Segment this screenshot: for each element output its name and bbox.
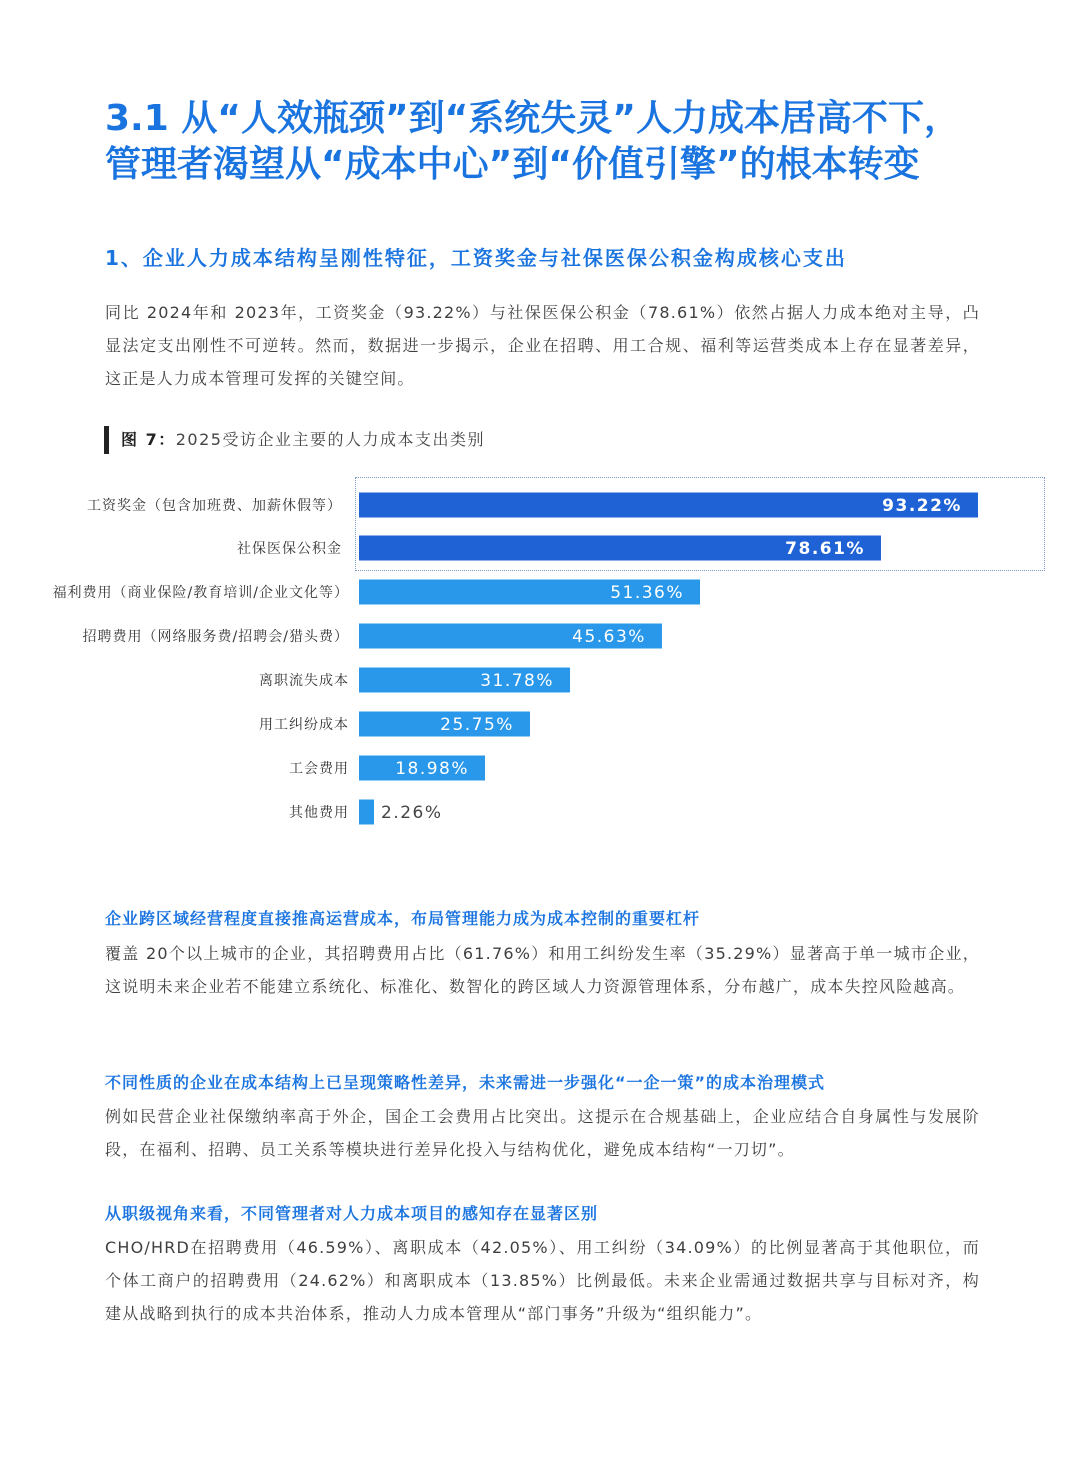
category-label: 工资奖金（包含加班费、加薪休假等） [87,498,342,514]
cross-region-paragraph: 覆盖 20个以上城市的企业，其招聘费用占比（61.76%）和用工纠纷发生率（35.29%）显著高于单一城市企业，这说明未来企业若不能建立系统化、标准化、数智化的跨区域人力资源管理体系，分布越广，成本失控风险越高。 [105,944,980,996]
data-label: 18.98% [395,759,470,779]
figure-caption [104,426,485,454]
data-label: 45.63% [572,627,646,647]
data-label: 93.22% [882,496,962,516]
data-label: 2.26% [381,803,443,823]
category-label: 用工纠纷成本 [259,717,349,733]
category-label: 福利费用（商业保险/教育培训/企业文化等） [52,585,349,601]
main-title: 3.1 从“人效瓶颈”到“系统失灵”人力成本居高不下，管理者渴望从“成本中心”到“价值引擎”的根本转变 [105,98,960,185]
sub-heading-enterprise-type: 不同性质的企业在成本结构上已呈现策略性差异，未来需进一步强化“一企一策”的成本治理模式 [105,1073,826,1092]
data-label: 78.61% [785,539,865,559]
figure-caption-lead: 图 7： [121,430,176,449]
category-label: 其他费用 [289,805,349,821]
data-label: 31.78% [480,671,555,691]
category-label: 社保医保公积金 [237,541,342,557]
job-level-paragraph: CHO/HRD在招聘费用（46.59%）、离职成本（42.05%）、用工纠纷（34.09%）的比例显著高于其他职位，而个体工商户的招聘费用（24.62%）和离职成本（13.85%）比例最低。未来企业需通过数据共享与目标对齐，构建从战略到执行的成本共治体系，推动人力成本管理从“部门事务”升级为“组织能力”。 [105,1238,980,1323]
expense-bar-chart [0,470,1080,840]
enterprise-type-paragraph: 例如民营企业社保缴纳率高于外企，国企工会费用占比突出。这提示在合规基础上，企业应结合自身属性与发展阶段，在福利、招聘、员工关系等模块进行差异化投入与结构优化，避免成本结构“一刀切”。 [105,1107,980,1159]
bar [359,800,374,825]
sub-heading-cross-region: 企业跨区域经营程度直接推高运营成本，布局管理能力成为成本控制的重要杠杆 [105,909,701,928]
data-label: 51.36% [610,583,685,603]
sub-heading-job-level: 从职级视角来看，不同管理者对人力成本项目的感知存在显著区别 [105,1204,599,1223]
figure-caption-text: 2025受访企业主要的人力成本支出类别 [175,430,485,449]
intro-paragraph: 同比 2024年和 2023年，工资奖金（93.22%）与社保医保公积金（78.61%）依然占据人力成本绝对主导，凸显法定支出刚性不可逆转。然而，数据进一步揭示，企业在招聘、用工合规、福利等运营类成本上存在显著差异，这正是人力成本管理可发挥的关键空间。 [105,303,980,388]
category-label: 招聘费用（网络服务费/招聘会/猎头费） [82,629,349,645]
data-label: 25.75% [440,715,514,735]
section-heading: 1、企业人力成本结构呈刚性特征，工资奖金与社保医保公积金构成核心支出 [105,246,847,270]
category-label: 离职流失成本 [259,673,349,689]
category-label: 工会费用 [289,761,349,777]
